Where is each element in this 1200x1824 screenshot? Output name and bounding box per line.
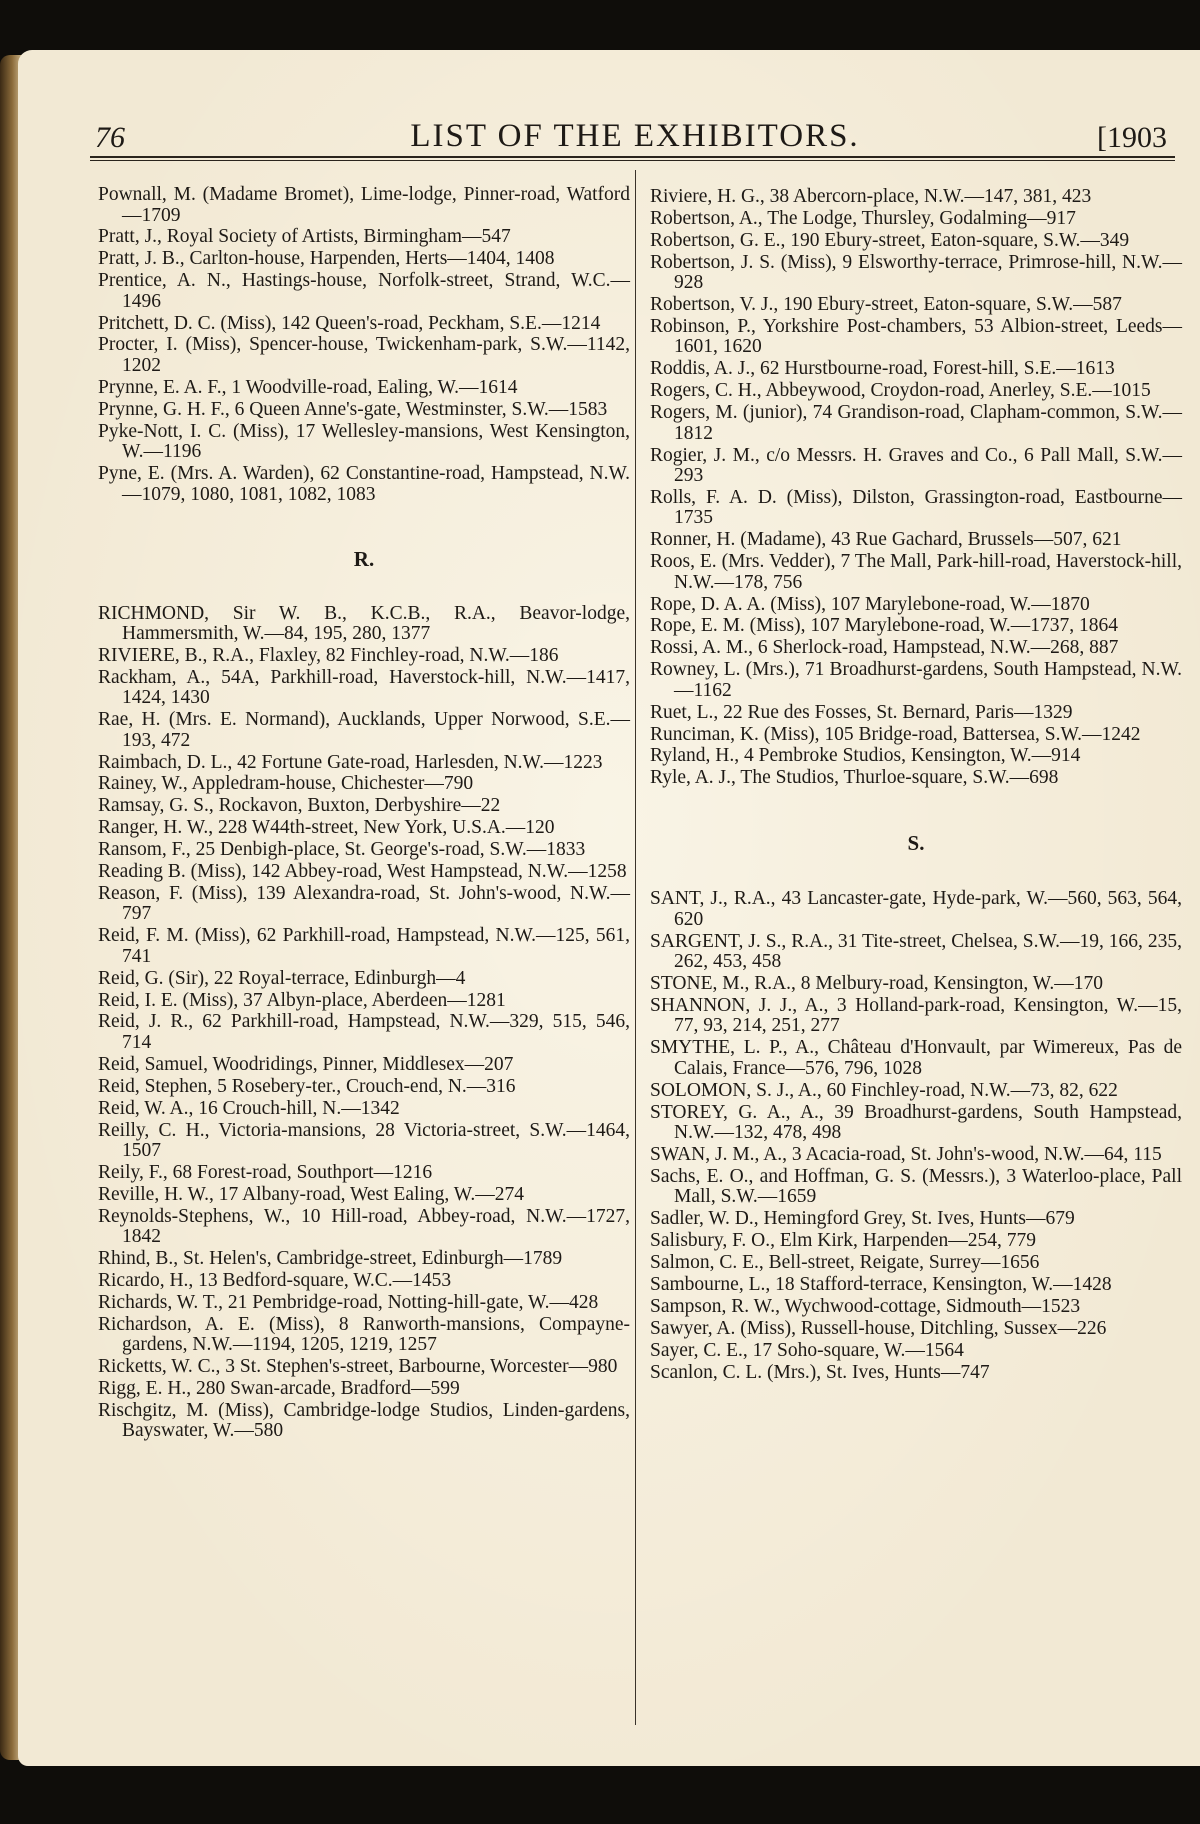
- exhibitor-entry: Reid, J. R., 62 Parkhill-road, Hampstead, N.W.—329, 515, 546, 714: [98, 1011, 630, 1053]
- exhibitor-entry: Reading B. (Miss), 142 Abbey-road, West Hampstead, N.W.—1258: [98, 861, 627, 883]
- exhibitor-entry: Rope, E. M. (Miss), 107 Marylebone-road, W.—1737, 1864: [650, 615, 1118, 637]
- exhibitor-entry: Procter, I. (Miss), Spencer-house, Twickenham-park, S.W.—1142, 1202: [98, 334, 630, 376]
- exhibitor-entry: RICHMOND, Sir W. B., K.C.B., R.A., Beavor-lodge, Hammersmith, W.—84, 195, 280, 1377: [98, 602, 630, 645]
- exhibitor-entry: Rolls, F. A. D. (Miss), Dilston, Grassington-road, Eastbourne—1735: [650, 486, 1182, 529]
- exhibitor-entry: Reason, F. (Miss), 139 Alexandra-road, St. John's-wood, N.W.—797: [98, 882, 630, 925]
- exhibitor-entry: Richardson, A. E. (Miss), 8 Ranworth-mansions, Compayne-gardens, N.W.—1194, 1205, 1219, 1257: [98, 1313, 630, 1356]
- exhibitor-entry: Ruet, L., 22 Rue des Fosses, St. Bernard, Paris—1329: [650, 701, 1073, 723]
- exhibitor-entry: Robertson, G. E., 190 Ebury-street, Eaton-square, S.W.—349: [650, 229, 1130, 251]
- exhibitor-entry: Rainey, W., Appledram-house, Chichester—790: [98, 773, 474, 795]
- page-number: 76: [95, 121, 125, 154]
- exhibitor-entry: Reid, W. A., 16 Crouch-hill, N.—1342: [98, 1097, 400, 1119]
- exhibitor-entry: Reily, F., 68 Forest-road, Southport—1216: [98, 1161, 433, 1183]
- exhibitor-entry: Rischgitz, M. (Miss), Cambridge-lodge Studios, Linden-gardens, Bayswater, W.—580: [98, 1399, 630, 1442]
- right-entries-s: [650, 889, 1182, 1383]
- exhibitor-entry: Sayer, C. E., 17 Soho-square, W.—1564: [650, 1339, 964, 1361]
- exhibitor-entry: Ranger, H. W., 228 W44th-street, New York, U.S.A.—120: [98, 817, 555, 839]
- exhibitor-entry: Rope, D. A. A. (Miss), 107 Marylebone-road, W.—1870: [650, 593, 1090, 615]
- header-rule-thin: [90, 160, 1175, 161]
- exhibitor-entry: Ricketts, W. C., 3 St. Stephen's-street, Barbourne, Worcester—980: [98, 1356, 618, 1378]
- page-year: [1903: [1097, 121, 1167, 154]
- exhibitor-entry: SANT, J., R.A., 43 Lancaster-gate, Hyde-park, W.—560, 563, 564, 620: [650, 888, 1182, 930]
- exhibitor-entry: Reid, G. (Sir), 22 Royal-terrace, Edinburgh—4: [98, 967, 466, 989]
- exhibitor-entry: Reid, Samuel, Woodridings, Pinner, Middlesex—207: [98, 1053, 514, 1075]
- exhibitor-entry: Reid, Stephen, 5 Rosebery-ter., Crouch-end, N.—316: [98, 1075, 516, 1097]
- right-entries-top: [650, 187, 1182, 789]
- exhibitor-entry: Rogier, J. M., c/o Messrs. H. Graves and Co., 6 Pall Mall, S.W.—293: [650, 444, 1182, 487]
- exhibitor-entry: Sachs, E. O., and Hoffman, G. S. (Messrs.), 3 Waterloo-place, Pall Mall, S.W.—1659: [650, 1165, 1182, 1208]
- exhibitor-entry: Rackham, A., 54A, Parkhill-road, Haverstock-hill, N.W.—1417, 1424, 1430: [98, 666, 630, 709]
- exhibitor-entry: Rigg, E. H., 280 Swan-arcade, Bradford—599: [98, 1378, 460, 1400]
- exhibitor-entry: Reynolds-Stephens, W., 10 Hill-road, Abbey-road, N.W.—1727, 1842: [98, 1205, 630, 1248]
- exhibitor-entry: Ricardo, H., 13 Bedford-square, W.C.—1453: [98, 1270, 452, 1291]
- exhibitor-entry: Pownall, M. (Madame Bromet), Lime-lodge, Pinner-road, Watford—1709: [98, 184, 630, 226]
- exhibitor-entry: Robertson, A., The Lodge, Thursley, Godalming—917: [650, 207, 1076, 229]
- exhibitor-entry: Pratt, J., Royal Society of Artists, Birmingham—547: [98, 226, 511, 248]
- exhibitor-entry: Rae, H. (Mrs. E. Normand), Aucklands, Upper Norwood, S.E.—193, 472: [98, 709, 630, 751]
- exhibitor-entry: Salisbury, F. O., Elm Kirk, Harpenden—254, 779: [650, 1230, 1037, 1252]
- exhibitor-entry: Richards, W. T., 21 Pembridge-road, Notting-hill-gate, W.—428: [98, 1291, 599, 1313]
- exhibitor-entry: Pritchett, D. C. (Miss), 142 Queen's-road, Peckham, S.E.—1214: [98, 312, 601, 334]
- exhibitor-entry: Roddis, A. J., 62 Hurstbourne-road, Forest-hill, S.E.—1613: [650, 358, 1115, 380]
- exhibitor-entry: Sambourne, L., 18 Stafford-terrace, Kensington, W.—1428: [650, 1274, 1112, 1295]
- exhibitor-entry: SHANNON, J. J., A., 3 Holland-park-road, Kensington, W.—15, 77, 93, 214, 251, 277: [650, 994, 1182, 1037]
- exhibitor-entry: Roos, E. (Mrs. Vedder), 7 The Mall, Park-hill-road, Haverstock-hill, N.W.—178, 756: [650, 551, 1182, 593]
- exhibitor-entry: SMYTHE, L. P., A., Château d'Honvault, par Wimereux, Pas de Calais, France—576, 796, 1028: [650, 1037, 1182, 1079]
- exhibitor-entry: STONE, M., R.A., 8 Melbury-road, Kensington, W.—170: [650, 973, 1104, 995]
- exhibitor-entry: Robertson, V. J., 190 Ebury-street, Eaton-square, S.W.—587: [650, 294, 1122, 316]
- section-heading-r: R.: [353, 547, 375, 572]
- exhibitor-entry: Sampson, R. W., Wychwood-cottage, Sidmouth—1523: [650, 1295, 1081, 1317]
- exhibitor-entry: Rossi, A. M., 6 Sherlock-road, Hampstead, N.W.—268, 887: [650, 637, 1119, 659]
- exhibitor-entry: SARGENT, J. S., R.A., 31 Tite-street, Chelsea, S.W.—19, 166, 235, 262, 453, 458: [650, 930, 1182, 973]
- exhibitor-entry: Ransom, F., 25 Denbigh-place, St. George's-road, S.W.—1833: [98, 839, 586, 861]
- exhibitor-entry: Ryle, A. J., The Studios, Thurloe-square, S.W.—698: [650, 767, 1059, 789]
- exhibitor-entry: Reid, I. E. (Miss), 37 Albyn-place, Aberdeen—1281: [98, 989, 506, 1011]
- page-header: [95, 115, 1175, 155]
- exhibitor-entry: Ramsay, G. S., Rockavon, Buxton, Derbyshire—22: [98, 795, 501, 817]
- exhibitor-entry: Sadler, W. D., Hemingford Grey, St. Ives, Hunts—679: [650, 1208, 1075, 1230]
- exhibitor-entry: Ryland, H., 4 Pembroke Studios, Kensington, W.—914: [650, 745, 1081, 767]
- exhibitor-entry: Scanlon, C. L. (Mrs.), St. Ives, Hunts—747: [650, 1361, 990, 1383]
- exhibitor-entry: Prentice, A. N., Hastings-house, Norfolk-street, Strand, W.C.—1496: [98, 270, 630, 312]
- left-column: [98, 185, 630, 1443]
- exhibitor-entry: Rowney, L. (Mrs.), 71 Broadhurst-gardens, South Hampstead, N.W.—1162: [650, 659, 1182, 701]
- page-title: LIST OF THE EXHIBITORS.: [410, 118, 860, 154]
- exhibitor-entry: Reilly, C. H., Victoria-mansions, 28 Victoria-street, S.W.—1464, 1507: [98, 1119, 630, 1162]
- exhibitor-entry: Prynne, E. A. F., 1 Woodville-road, Ealing, W.—1614: [98, 376, 518, 398]
- exhibitor-entry: Sawyer, A. (Miss), Russell-house, Ditchling, Sussex—226: [650, 1317, 1107, 1339]
- exhibitor-entry: SWAN, J. M., A., 3 Acacia-road, St. John's-wood, N.W.—64, 115: [650, 1144, 1162, 1166]
- exhibitor-entry: Pratt, J. B., Carlton-house, Harpenden, Herts—1404, 1408: [98, 248, 555, 270]
- exhibitor-entry: Ronner, H. (Madame), 43 Rue Gachard, Brussels—507, 621: [650, 529, 1122, 551]
- exhibitor-entry: RIVIERE, B., R.A., Flaxley, 82 Finchley-road, N.W.—186: [98, 644, 559, 666]
- exhibitor-entry: Raimbach, D. L., 42 Fortune Gate-road, Harlesden, N.W.—1223: [98, 751, 603, 773]
- exhibitor-entry: Salmon, C. E., Bell-street, Reigate, Surrey—1656: [650, 1252, 1040, 1274]
- exhibitor-entry: Robertson, J. S. (Miss), 9 Elsworthy-terrace, Primrose-hill, N.W.—928: [650, 251, 1182, 294]
- exhibitor-entry: Rogers, C. H., Abbeywood, Croydon-road, Anerley, S.E.—1015: [650, 380, 1151, 402]
- column-divider: [635, 170, 636, 1725]
- exhibitor-entry: Riviere, H. G., 38 Abercorn-place, N.W.—147, 381, 423: [650, 186, 1092, 207]
- exhibitor-entry: Rhind, B., St. Helen's, Cambridge-street, Edinburgh—1789: [98, 1248, 563, 1270]
- right-column: [650, 187, 1182, 1384]
- exhibitor-entry: Pyne, E. (Mrs. A. Warden), 62 Constantine-road, Hampstead, N.W.—1079, 1080, 1081, 1082, 1083: [98, 463, 630, 505]
- exhibitor-entry: Pyke-Nott, I. C. (Miss), 17 Wellesley-mansions, West Kensington, W.—1196: [98, 420, 630, 463]
- left-entries-r: [98, 604, 630, 1442]
- exhibitor-entry: Reid, F. M. (Miss), 62 Parkhill-road, Hampstead, N.W.—125, 561, 741: [98, 925, 630, 967]
- section-heading-s: S.: [907, 830, 925, 855]
- header-rule-thick: [90, 156, 1175, 158]
- exhibitor-entry: STOREY, G. A., A., 39 Broadhurst-gardens, South Hampstead, N.W.—132, 478, 498: [650, 1101, 1182, 1144]
- left-entries-top: [98, 185, 630, 505]
- exhibitor-entry: Rogers, M. (junior), 74 Grandison-road, Clapham-common, S.W.—1812: [650, 402, 1182, 444]
- exhibitor-entry: Robinson, P., Yorkshire Post-chambers, 53 Albion-street, Leeds—1601, 1620: [650, 315, 1182, 358]
- exhibitor-entry: SOLOMON, S. J., A., 60 Finchley-road, N.W.—73, 82, 622: [650, 1079, 1118, 1101]
- exhibitor-entry: Reville, H. W., 17 Albany-road, West Ealing, W.—274: [98, 1183, 524, 1205]
- exhibitor-entry: Prynne, G. H. F., 6 Queen Anne's-gate, Westminster, S.W.—1583: [98, 398, 608, 420]
- exhibitor-entry: Runciman, K. (Miss), 105 Bridge-road, Battersea, S.W.—1242: [650, 723, 1141, 745]
